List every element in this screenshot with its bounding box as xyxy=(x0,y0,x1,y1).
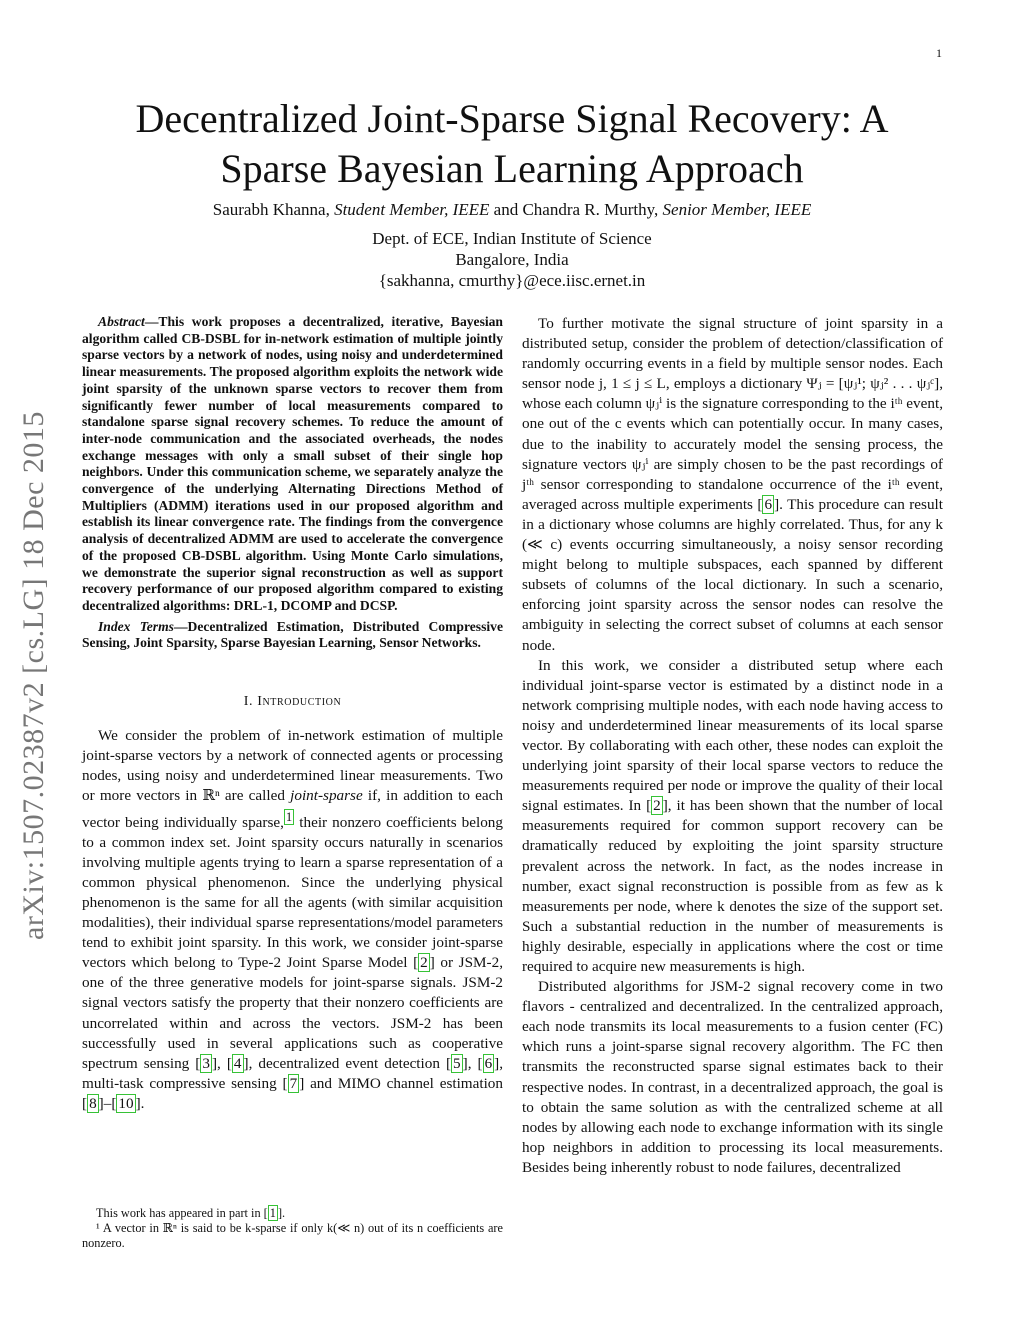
citation-link[interactable]: 1 xyxy=(269,1206,276,1220)
body-paragraph: In this work, we consider a distributed setup where each individual joint-sparse vector is estimated by a distinct node in a network comprising multiple nodes, with each node having access to noisy and underdetermined linear measurements of its local sparse vector. By collaborating with each other, these nodes can exploit the underlying joint sparsity of their local sparse vectors to reduce the measurements required per node or improve the quality of their local signal estimates. In [ 2 ], it has been shown that the number of local measurements required for common support recovery can be dramatically reduced by exploiting the joint sparsity structure prevalent across the network. In fact, as the nodes increase in number, exact signal reconstruction is possible from as few as k measurements per node, where k denotes the size of the support set. Such a substantial reduction in the number of measurements is highly desirable, especially in applications where the cost or time required to acquire new measurements is high. xyxy=(522,656,943,975)
citation-link[interactable]: 8 xyxy=(89,1094,97,1112)
separator: , xyxy=(217,1054,227,1072)
affiliation-dept: Dept. of ECE, Indian Institute of Science xyxy=(372,229,652,248)
separator: – xyxy=(103,1094,112,1112)
separator: , xyxy=(467,1054,478,1072)
paragraph-text: . This procedure can result in a dictionary whose columns are highly correlated. Thus, for any k (≪ c) events occurring simultaneously, a noisy sensor recording might belong to multiple subspaces, each spanned by different subsets of columns of the local dictionary. In such a scenario, enforcing joint sparsity across the sensor nodes can resolve the ambiguity in selecting the correct subset of columns at each sensor node. xyxy=(522,495,943,654)
citation-link[interactable]: 4 xyxy=(233,1054,242,1072)
footnote-0: This work has appeared in part in [ 1 ]. xyxy=(96,1206,286,1220)
paragraph-text: . xyxy=(140,1094,145,1112)
citation-link[interactable]: 6 xyxy=(484,1054,493,1072)
citation-link[interactable]: 6 xyxy=(764,495,773,513)
section-heading xyxy=(82,692,503,712)
abstract-label: Abstract xyxy=(98,314,145,329)
citation-link[interactable]: 10 xyxy=(118,1094,134,1112)
paragraph-text: , multi-task compressive sensing xyxy=(82,1054,504,1092)
body-paragraph: Distributed algorithms for JSM-2 signal recovery come in two flavors - centralized and decentralized. In the centralized approach, each node transmits its local measurements to a fusion center (FC) which runs a joint-sparse signal recovery algorithm. The FC then transmits the reconstructed sparse signal estimates back to their respective nodes. In contrast, in a decentralized approach, the goal is to obtain the same solution as with the centralized scheme at all nodes by allowing each node to exchange information with its single hop neighbors in addition to processing its local measurements. Besides being inherently robust to node failures, decentralized xyxy=(522,978,943,1176)
citation-link[interactable]: 3 xyxy=(202,1054,210,1072)
page-number: 1 xyxy=(936,46,942,60)
footnotes xyxy=(82,1206,503,1251)
paragraph-text: or JSM-2, one of the three generative models for joint-sparse signals. JSM-2 signal vectors satisfy the property that their nonzero coefficients are uncorrelated within and across the vectors. JSM-2 has been successfully used in several applications such as cooperative spectrum sensing xyxy=(82,954,503,1072)
index-terms-text: —Decentralized Estimation, Distributed Compressive Sensing, Joint Sparsity, Sparse Bayesian Learning, Sensor Networks. xyxy=(82,618,503,651)
paragraph-text: and MIMO channel estimation xyxy=(304,1074,503,1092)
emphasis-term: joint-sparse xyxy=(290,787,363,805)
author-role: Senior Member, IEEE xyxy=(662,200,812,219)
author-role: Student Member, IEEE xyxy=(334,200,490,219)
affiliation-city: Bangalore, India xyxy=(455,250,569,269)
author-name: Saurabh Khanna, xyxy=(212,200,330,219)
paragraph-text: , decentralized event detection xyxy=(248,1054,446,1072)
paper-title: Decentralized Joint-Sparse Signal Recovery: A Sparse Bayesian Learning Approach xyxy=(135,96,889,191)
paragraph-text: In this work, we consider a distributed setup where each individual joint-sparse vector is estimated by a distinct node in a network comprising multiple nodes, with each node having access to noisy and underdetermined linear measurements of its local sparse vector. By collaborating with each other, these nodes can exploit the underlying joint sparsity of their local sparse vectors to reduce the measurements required per node or improve the quality of their local signal estimates. In xyxy=(522,656,943,815)
index-terms-label: Index Terms xyxy=(98,618,174,634)
author-name: Chandra R. Murthy, xyxy=(522,200,659,219)
paragraph-text: their nonzero coefficients belong to a common index set. Joint sparsity occurs naturally in scenarios involving multiple agents trying to learn a sparse representation of a common physical phenomenon. Since the underlying physical phenomenon is the same for all the agents (with similar acquisition modalities), their individual sparse representations/model parameters tend to exhibit joint sparsity. In this work, we consider joint-sparse vectors which belong to Type-2 Joint Sparse Model xyxy=(82,813,503,972)
citation-link[interactable]: 2 xyxy=(653,797,661,815)
paragraph-text: if, in addition to each vector being individually sparse, xyxy=(82,787,503,831)
citation-link[interactable]: 2 xyxy=(420,954,428,972)
intro-paragraph: We consider the problem of in-network estimation of multiple joint-sparse vectors by a network of connected agents or processing nodes, using noisy and underdetermined linear measurements. Two or more vectors in ℝⁿ are called joint-sparse if, in addition to each vector being individually sparse, $^1$ their nonzero coefficients belong to a common index set. Joint sparsity occurs naturally in scenarios involving multiple agents trying to learn a sparse representation of a common physical phenomenon. Since the underlying physical phenomenon is the same for all the agents (with similar acquisition modalities), their individual sparse representations/model parameters tend to exhibit joint sparsity. In this work, we consider joint-sparse vectors which belong to Type-2 Joint Sparse Model [ 2 ] or JSM-2, one of the three generative models for joint-sparse signals. JSM-2 signal vectors satisfy the property that their nonzero coefficients are uncorrelated within and across the vectors. JSM-2 has been successfully used in several applications such as cooperative spectrum sensing [ 3 ], [ 4 ], decentralized event detection [ 5 ], [ 6 ], multi-task compressive sensing [ 7 ] and MIMO channel estimation [ 8 ]–[ 10 ]. xyxy=(82,727,504,1112)
footnote-text: This work has appeared in part in xyxy=(96,1206,264,1220)
paragraph-text: , it has been shown that the number of local measurements required for common support recovery can be dramatically reduced by exploiting the joint sparsity structure prevalent across the network. In fact, as the nodes increase in number, exact signal reconstruction is possible from as few as k measurements per node, where k denotes the size of the support set. Such a substantial reduction in the number of measurements is highly desirable, especially in applications where the cost or time required to acquire new measurements is high. xyxy=(522,797,943,975)
citation-link[interactable]: 7 xyxy=(289,1074,298,1092)
affiliation-email: {sakhanna, cmurthy}@ece.iisc.ernet.in xyxy=(378,271,646,290)
citation-link[interactable]: 5 xyxy=(453,1054,461,1072)
author-connector: and xyxy=(493,200,519,219)
footnote-link[interactable]: 1 xyxy=(285,809,293,824)
author-line xyxy=(80,199,944,221)
section-numeral: I. xyxy=(243,694,254,710)
section-title: Introduction xyxy=(257,694,342,710)
abstract-text: —This work proposes a decentralized, iterative, Bayesian algorithm called CB-DSBL for in-network estimation of multiple jointly sparse vectors by a network of nodes, using noisy and underdetermined linear measurements. The proposed algorithm exploits the network wide joint sparsity of the unknown sparse vectors to recover them from significantly fewer number of local measurements compared to standalone sparse signal recovery schemes. To reduce the amount of inter-node communication and the associated overheads, the nodes exchange messages with only a small subset of their single hop neighbors. Under this communication scheme, we separately analyze the convergence of the underlying Alternating Directions Method of Multipliers (ADMM) iterations used in our proposed algorithm and establish its linear convergence rate. The findings from the convergence analysis of decentralized ADMM are used to accelerate the convergence of the proposed CB-DSBL algorithm. Using Monte Carlo simulations, we demonstrate the superior signal reconstruction as well as support recovery performance of our proposed algorithm compared to existing decentralized algorithms: DRL-1, DCOMP and DCSP. xyxy=(82,314,503,613)
footnote-1: ¹ A vector in ℝⁿ is said to be k-sparse if only k(≪ n) out of its n coefficients are nonzero. xyxy=(82,1221,503,1250)
paragraph-text: To further motivate the signal structure of joint sparsity in a distributed setup, consider the problem of detection/classification of randomly occurring events in a field by multiple sensor nodes. Each sensor node j, 1 ≤ j ≤ L, employs a dictionary Ψⱼ = [ψⱼ¹; ψⱼ² . . . ψⱼᶜ], whose each column ψⱼⁱ is the signature corresponding to the iᵗʰ event, one out of the c events which can potentially occur. In many cases, due to the inability to accurately model the sensing process, the signature vectors ψⱼⁱ are simply chosen to be the past recordings of jᵗʰ sensor corresponding to standalone occurrence of the iᵗʰ event, averaged across multiple experiments xyxy=(522,315,943,513)
left-column xyxy=(82,314,503,1114)
right-column xyxy=(522,314,943,1178)
affiliation-block xyxy=(200,228,824,291)
paragraph-text: We consider the problem of in-network estimation of multiple joint-sparse vectors by a network of connected agents or processing nodes, using noisy and underdetermined linear measurements. Two or more vectors in ℝⁿ are called xyxy=(82,727,503,805)
index-terms xyxy=(82,619,503,652)
arxiv-identifier: arXiv:1507.02387v2 [cs.LG] 18 Dec 2015 xyxy=(17,411,50,940)
abstract xyxy=(82,314,503,615)
body-paragraph: To further motivate the signal structure of joint sparsity in a distributed setup, consider the problem of detection/classification of randomly occurring events in a field by multiple sensor nodes. Each sensor node j, 1 ≤ j ≤ L, employs a dictionary Ψⱼ = [ψⱼ¹; ψⱼ² . . . ψⱼᶜ], whose each column ψⱼⁱ is the signature corresponding to the iᵗʰ event, one out of the c events which can potentially occur. In many cases, due to the inability to accurately model the sensing process, the signature vectors ψⱼⁱ are simply chosen to be the past recordings of jᵗʰ sensor corresponding to standalone occurrence of the iᵗʰ event, averaged across multiple experiments [ 6 ]. This procedure can result in a dictionary whose columns are highly correlated. Thus, for any k (≪ c) events occurring simultaneously, a noisy sensor recording might belong to multiple subspaces, each spanned by different subsets of columns of the local dictionary. In such a scenario, enforcing joint sparsity across the sensor nodes can resolve the ambiguity in selecting the correct subset of columns at each sensor node. xyxy=(522,315,943,654)
footnote-text: . xyxy=(282,1206,286,1220)
